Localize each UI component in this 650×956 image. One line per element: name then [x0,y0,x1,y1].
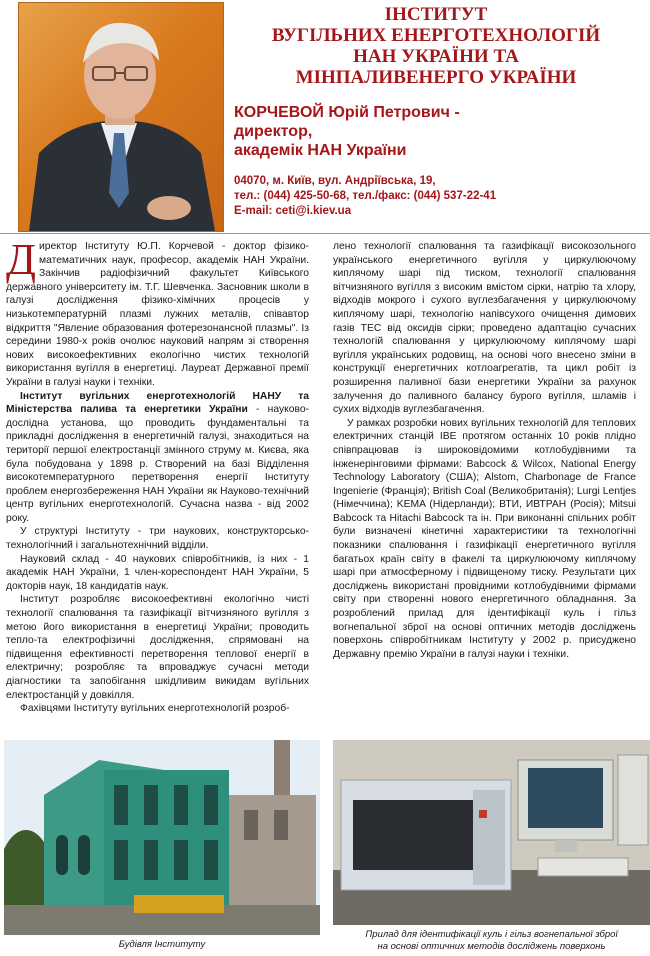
institute-building-photo [4,740,320,935]
title-line-2: ВУГІЛЬНИХ ЕНЕРГОТЕХНОЛОГІЙ [271,25,601,46]
paragraph-developments-cont: лено технології спалювання та газифікації високозольного українського енергетичного вугілля у циркулюючому киплячому шарі під тиском, технології спалювання вітчизняного вугілля з високим вмістом сірки, натрію та хлору, відходів мокрого і сухого вуглезбагачення у циркулюючому киплячому шарі, технологію напівсухого очищення димових газів ТЕС від оксидів сірки; проведено адаптацію сучасних технологій спалювання у циркулюючому киплячому шарі вугілля українських родовищ, на основі чого внесено зміни в конструкції енергетичних котлоагрегатів, та цикл робіт із розширення паливної бази енергетики України за рахунок залучення до паливного балансу бурого вугілля, шламів і сухих відходів вуглезбагачення. [333,241,636,416]
director-name: КОРЧЕВОЙ Юрій Петрович - [234,104,460,121]
title-line-4: МІНПАЛИВЕНЕРГО УКРАЇНИ [295,67,577,88]
building-photo-caption: Будівля Інституту [118,939,206,950]
director-portrait-photo [18,2,224,232]
title-line-1: ІНСТИТУТ [384,4,488,25]
paragraph-staff: Науковий склад - 40 наукових співробітників, із них - 1 академік НАН України, 1 член-кореспондент НАН України, 5 докторів наук, 18 кандидатів наук. [6,553,309,592]
paragraph-developments-start: Фахівцями Інституту вугільних енерготехнологій розроб- [20,703,290,715]
email-text: E-mail: ceti@i.kiev.ua [234,205,352,217]
device-caption-line-1: Прилад для ідентифікації куль і гільз вогнепальної зброї [365,929,618,940]
phone-text: тел.: (044) 425-50-68, тел./факс: (044) 537-22-41 [234,190,497,202]
device-photo-caption [333,929,650,953]
paragraph-institute [6,390,309,526]
director-info [234,103,534,160]
device-caption-line-2: на основі оптичних методів досліджень поверхонь [377,941,606,952]
identification-device-photo [333,740,650,925]
header-divider [0,233,650,234]
paragraph-cooperation: У рамках розробки нових вугільних технологій для теплових електричних станцій ІВЕ протягом останніх 10 років плідно співпрацював із широковідомими котлобудівними та інженерінговими фірмами: Babcock & Wilcox, National Energy Technology Laboratory (США); Alstom, Charbonage de France Ingenierie (Франція); British Coal (Великобританія); Lurgi Lentjes (Німеччина); KEMA (Нідерланди); ВТИ, ИВТРАН (Росія); Mitsui Babcock та Hitachi Babcock та ін. При виконанні спільних робіт були визначені кінетичні характеристики та технологічні показники спалювання і газифікації енергетичного вугілля багатьох країн світу в факелі та циркулюючому киплячому шарі при атмосферному і підвищеному тиску. Результати цих досліджень використані провідними котлобудівними фірмами світу при створенні нового енергетичного обладнання. За розроблений прилад для ідентифікації куль і гільз вогнепальної зброї на основі оптичних методів досліджень поверхонь співробітникам Інституту у 2002 р. присуджено Державну премію України в галузі науки і техніки. [333,417,636,660]
left-text-column [6,235,309,736]
paragraph-institute-text: - науково-дослідна установа, що проводить фундаментальні та прикладні дослідження в енергетичній галузі, знаходиться на території першої електростанції змінного струму м. Києва, яка була побудована у 1898 р. Створений на базі Відділення високотемпературного перетворення енергії Інституту проблем енергозбереження НАН України як Науково-технічний центр вугільних енерготехнологій. Сучасна назва - від 2002 року. [6,404,309,524]
director-rank: академік НАН України [234,142,407,159]
address-text: 04070, м. Київ, вул. Андріївська, 19, [234,175,436,187]
right-text-column [333,240,636,736]
contact-block [234,174,634,219]
paragraph-structure: У структурі Інституту - три наукових, конструкторсько-технологічний і загальнотехнічний відділи. [6,526,309,552]
institute-title [240,4,632,88]
title-line-3: НАН УКРАЇНИ ТА [353,46,519,67]
drop-cap-letter: Д [6,235,37,284]
paragraph-director-text: иректор Інституту Ю.П. Корчевой - доктор фізико-математичних наук, професор, академік НАН України. Закінчив радіофізичний факультет Київського державного університету ім. Т.Г. Шевченка. Засновник школи в галузі дослідження фізико-хімічних процесів у низькотемпературній плазмі лужних металів, співавтор відкриття "Явление образования фотерезонансной плазмы". Із середини 1980-х років очолює науковий напрям зі створення нових високоефективних екологічно чистих технологій використання вугілля в енергетиці. Лауреат Державної премії України в галузі науки і техніки. [6,241,309,388]
director-position: директор, [234,123,313,140]
paragraph-research: Інститут розробляє високоефективні екологічно чисті технології спалювання та газифікації вітчизняного вугілля з метою його використання в енергетиці України; проводить тепло-та електрофізичні дослідження, спрямовані на підвищення ефективності перетворення теплової енергії в електричну; розробляє та впроваджує сучасні методи діагностики та запобігання шкідливим викидам вугільних електростанцій у довкілля. [6,594,309,701]
paragraph-director [6,235,309,390]
institute-name-bold: Інститут вугільних енерготехнологій НАНУ та Міністерства палива та енергетики України [6,390,309,416]
